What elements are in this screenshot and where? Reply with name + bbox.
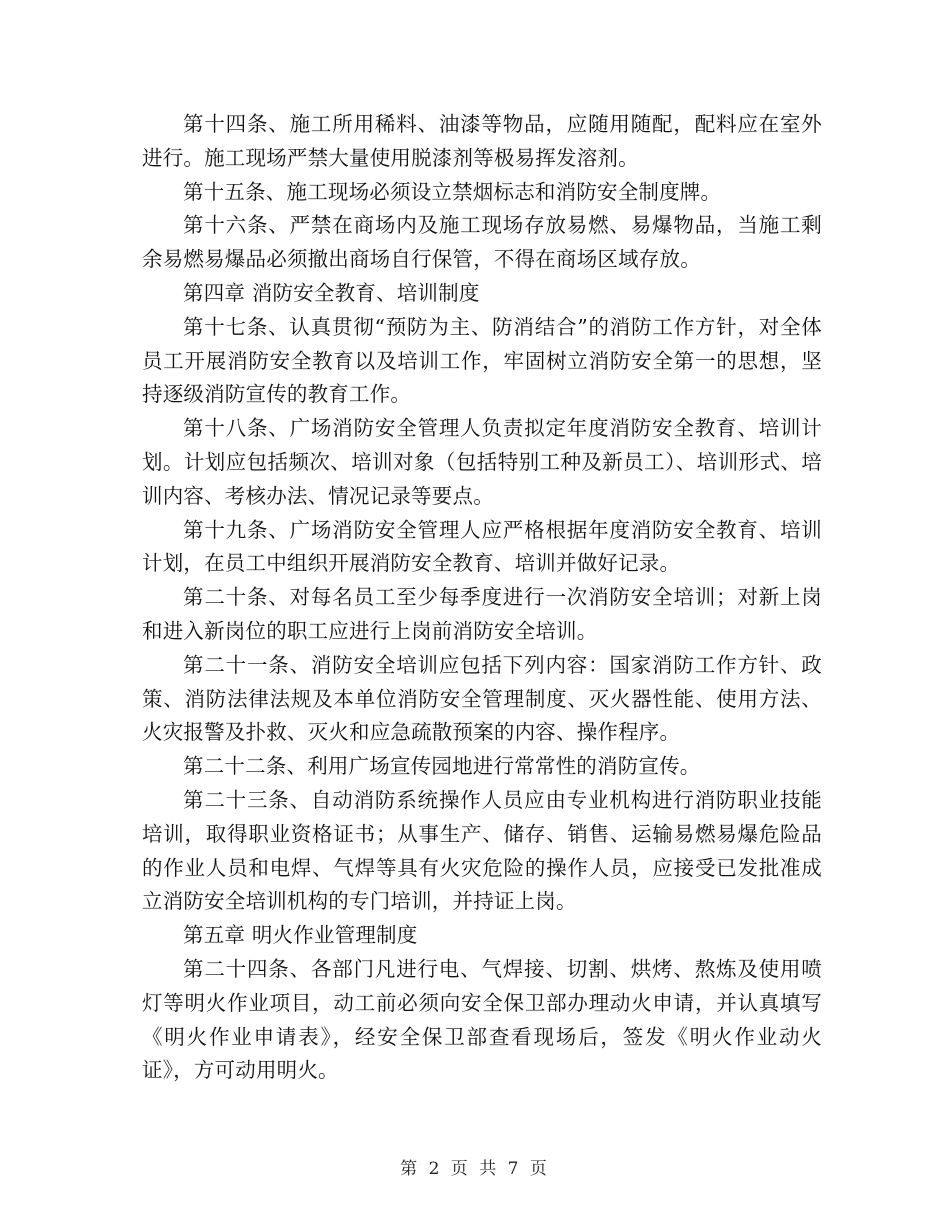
article-23: 第二十三条、自动消防系统操作人员应由专业机构进行消防职业技能培训，取得职业资格证书；从事生产、储存、销售、运输易燃易爆危险品的作业人员和电焊、气焊等具有火灾危险的操作人员，应接受已发批准成立消防安全培训机构的专门培训，并持证上岗。 [142,787,822,914]
chapter-5-heading: 第五章 明火作业管理制度 [183,923,418,948]
document-body [142,108,822,1088]
article-22: 第二十二条、利用广场宣传园地进行常常性的消防宣传。 [183,754,701,779]
article-16: 第十六条、严禁在商场内及施工现场存放易燃、易爆物品，当施工剩余易燃易爆品必须撤出商场自行保管，不得在商场区域存放。 [142,213,822,272]
article-15: 第十五条、施工现场必须设立禁烟标志和消防安全制度牌。 [183,179,722,204]
article-21: 第二十一条、消防安全培训应包括下列内容：国家消防工作方针、政策、消防法律法规及本单位消防安全管理制度、灭火器性能、使用方法、火灾报警及扑救、灭火和应急疏散预案的内容、操作程序。 [142,652,822,745]
article-20: 第二十条、对每名员工至少每季度进行一次消防安全培训；对新上岗和进入新岗位的职工应进行上岗前消防安全培训。 [142,585,822,643]
article-18: 第十八条、广场消防安全管理人负责拟定年度消防安全教育、培训计划。计划应包括频次、培训对象（包括特别工种及新员工）、培训形式、培训内容、考核办法、情况记录等要点。 [142,416,822,508]
chapter-4-heading: 第四章 消防安全教育、培训制度 [183,280,480,305]
page-number-footer: 第 2 页 共 7 页 [400,1159,550,1179]
article-24: 第二十四条、各部门凡进行电、气焊接、切割、烘烤、熬炼及使用喷灯等明火作业项目，动工前必须向安全保卫部办理动火申请，并认真填写《明火作业申请表》，经安全保卫部查看现场后，签发《明火作业动火证》，方可动用明火。 [142,956,822,1083]
article-14: 第十四条、施工所用稀料、油漆等物品，应随用随配，配料应在室外进行。施工现场严禁大量使用脱漆剂等极易挥发溶剂。 [142,112,822,170]
article-17: 第十七条、认真贯彻“预防为主、防消结合”的消防工作方针，对全体员工开展消防安全教育以及培训工作，牢固树立消防安全第一的思想，坚持逐级消防宣传的教育工作。 [142,314,822,407]
article-19: 第十九条、广场消防安全管理人应严格根据年度消防安全教育、培训计划，在员工中组织开展消防安全教育、培训并做好记录。 [142,517,822,576]
